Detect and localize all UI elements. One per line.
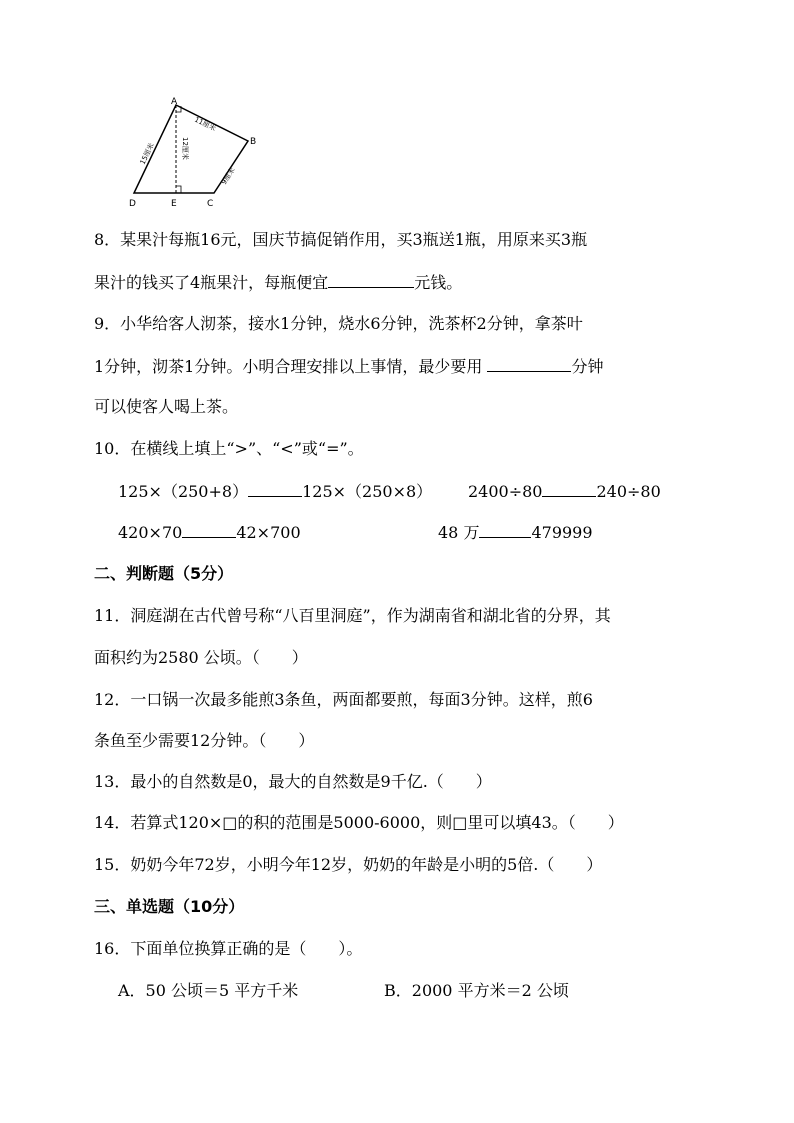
label-ad: 15厘米 — [138, 141, 156, 166]
point-c-label: C — [207, 199, 214, 209]
q9-answer-blank[interactable] — [487, 356, 571, 372]
q10-expr-3 — [118, 522, 301, 543]
q16-option-a[interactable]: A．50 公顷＝5 平方千米 — [118, 981, 299, 1000]
q10-e1-left: 125×（250+8） — [118, 482, 249, 501]
q10-e4-blank[interactable] — [479, 522, 531, 538]
q10-prompt: 10．在横线上填上“>”、“<”或“=”。 — [94, 439, 364, 458]
q8-line1: 8．某果汁每瓶16元，国庆节搞促销作用，买3瓶送1瓶，用原来买3瓶 — [94, 230, 588, 249]
label-ae: 12厘米 — [181, 137, 189, 160]
q16-option-b[interactable]: B．2000 平方米＝2 公顷 — [384, 981, 569, 1000]
q9-line3: 可以使客人喝上茶。 — [94, 397, 239, 416]
q10-expr-1 — [118, 481, 432, 502]
label-ab: 11厘米 — [193, 115, 218, 133]
q9-line1: 9．小华给客人沏茶，接水1分钟，烧水6分钟，洗茶杯2分钟，拿茶叶 — [94, 314, 583, 333]
section3-title: 三、单选题（10分） — [94, 897, 245, 916]
q11-line1: 11．洞庭湖在古代曾号称“八百里洞庭”，作为湖南省和湖北省的分界，其 — [94, 606, 611, 625]
q16-prompt: 16．下面单位换算正确的是（ ）。 — [94, 939, 363, 958]
q14-line1: 14．若算式120×□的积的范围是5000-6000，则□里可以填43。（ ） — [94, 813, 624, 832]
q9-line2 — [94, 356, 603, 377]
q9-text-a: 1分钟，沏茶1分钟。小明合理安排以上事情，最少要用 — [94, 357, 488, 376]
q10-e3-left: 420×70 — [118, 523, 183, 542]
q10-e4-left: 48 万 — [438, 523, 480, 542]
point-d-label: D — [129, 199, 136, 209]
point-e-label: E — [171, 199, 177, 209]
q10-e3-right: 42×700 — [236, 523, 301, 542]
point-b-label: B — [250, 137, 257, 147]
q8-text-b: 元钱。 — [414, 273, 463, 292]
q8-answer-blank[interactable] — [328, 272, 414, 288]
q15-line1: 15．奶奶今年72岁，小明今年12岁，奶奶的年龄是小明的5倍.（ ） — [94, 855, 603, 874]
q10-e3-blank[interactable] — [182, 522, 236, 538]
section2-title: 二、判断题（5分） — [94, 564, 234, 583]
q10-e4-right: 479999 — [531, 523, 593, 542]
q10-e1-blank[interactable] — [248, 481, 302, 497]
q10-e2-right: 240÷80 — [596, 482, 661, 501]
q10-e2-left: 2400÷80 — [468, 482, 543, 501]
q8-text-a: 果汁的钱买了4瓶果汁，每瓶便宜 — [94, 273, 329, 292]
q13-line1: 13．最小的自然数是0，最大的自然数是9千亿.（ ） — [94, 772, 492, 791]
q12-line2: 条鱼至少需要12分钟。（ ） — [94, 731, 315, 750]
q8-line2 — [94, 272, 462, 293]
q10-e2-blank[interactable] — [542, 481, 596, 497]
q10-expr-2 — [468, 481, 661, 502]
q10-expr-4 — [438, 522, 593, 543]
right-angle-mark-bottom — [176, 186, 181, 193]
label-bc: 9厘米 — [219, 166, 237, 187]
q9-text-b: 分钟 — [571, 357, 604, 376]
q11-line2: 面积约为2580 公顷。（ ） — [94, 648, 308, 667]
point-a-label: A — [171, 97, 178, 107]
quadrilateral-figure — [120, 93, 260, 211]
q12-line1: 12．一口锅一次最多能煎3条鱼，两面都要煎，每面3分钟。这样，煎6 — [94, 690, 593, 709]
q10-e1-right: 125×（250×8） — [302, 482, 433, 501]
